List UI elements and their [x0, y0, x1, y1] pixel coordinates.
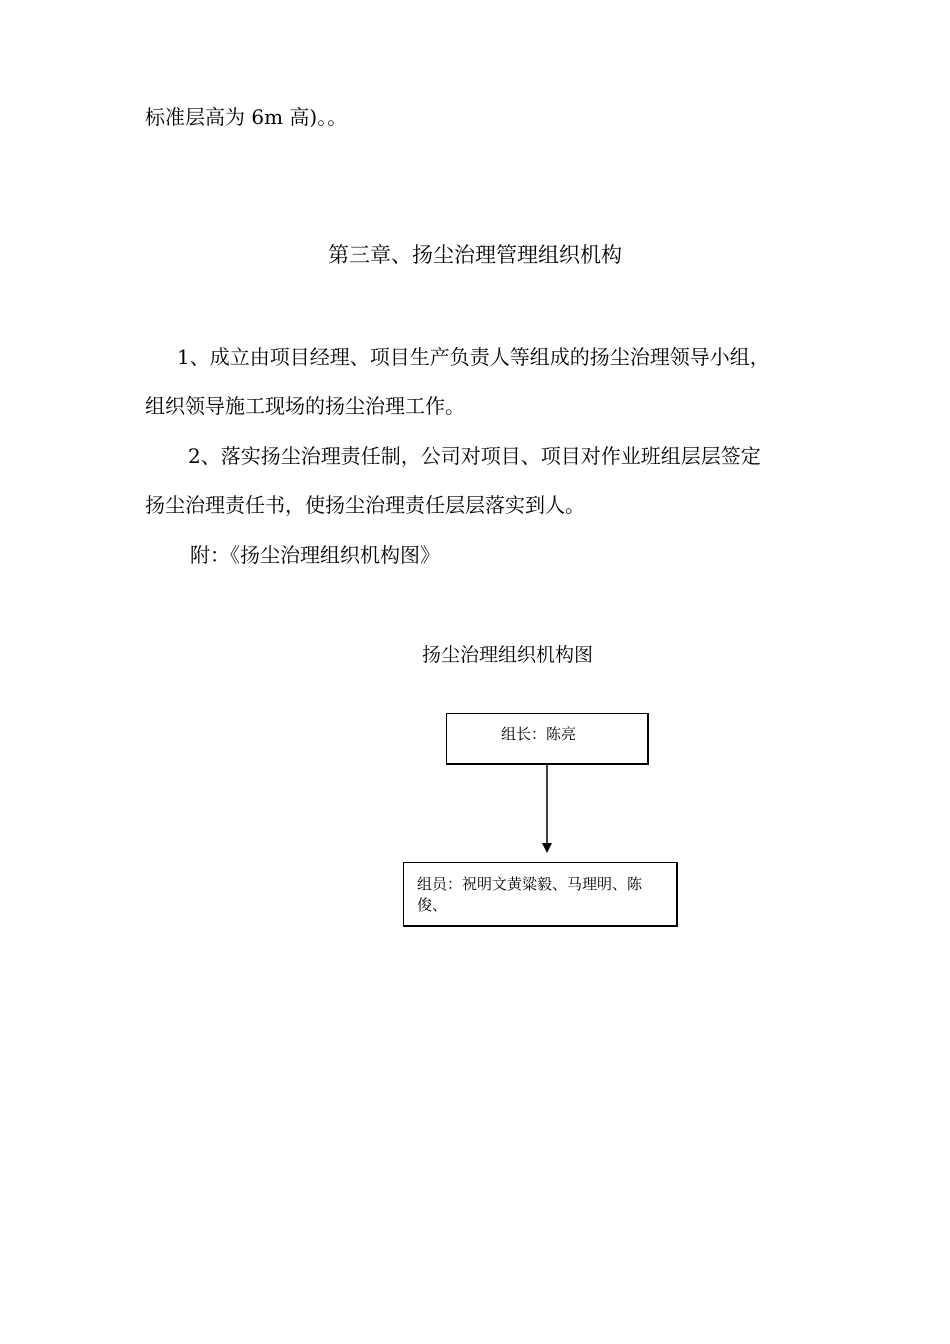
attachment-note: 附：《扬尘治理组织机构图》 [190, 543, 440, 567]
down-arrow-icon [537, 764, 557, 856]
org-chart-title: 扬尘治理组织机构图 [421, 644, 593, 666]
leader-box [446, 713, 649, 765]
item-2-line-1: 2、落实扬尘治理责任制，公司对项目、项目对作业班组层层签定 [188, 444, 761, 468]
members-box [403, 862, 678, 927]
chapter-title: 第三章、扬尘治理管理组织机构 [328, 243, 622, 267]
intro-line: 标准层高为 6m 高)。。 [145, 105, 348, 129]
leader-label: 组长：陈亮 [501, 725, 577, 743]
item-1-line-1: 1、成立由项目经理、项目生产负责人等组成的扬尘治理领导小组， [177, 345, 770, 369]
members-label: 组员：祝明文黄粱毅、马理明、陈俊、 [417, 875, 643, 914]
item-2-line-2: 扬尘治理责任书，使扬尘治理责任层层落实到人。 [145, 493, 585, 517]
item-1-line-2: 组织领导施工现场的扬尘治理工作。 [145, 394, 465, 418]
